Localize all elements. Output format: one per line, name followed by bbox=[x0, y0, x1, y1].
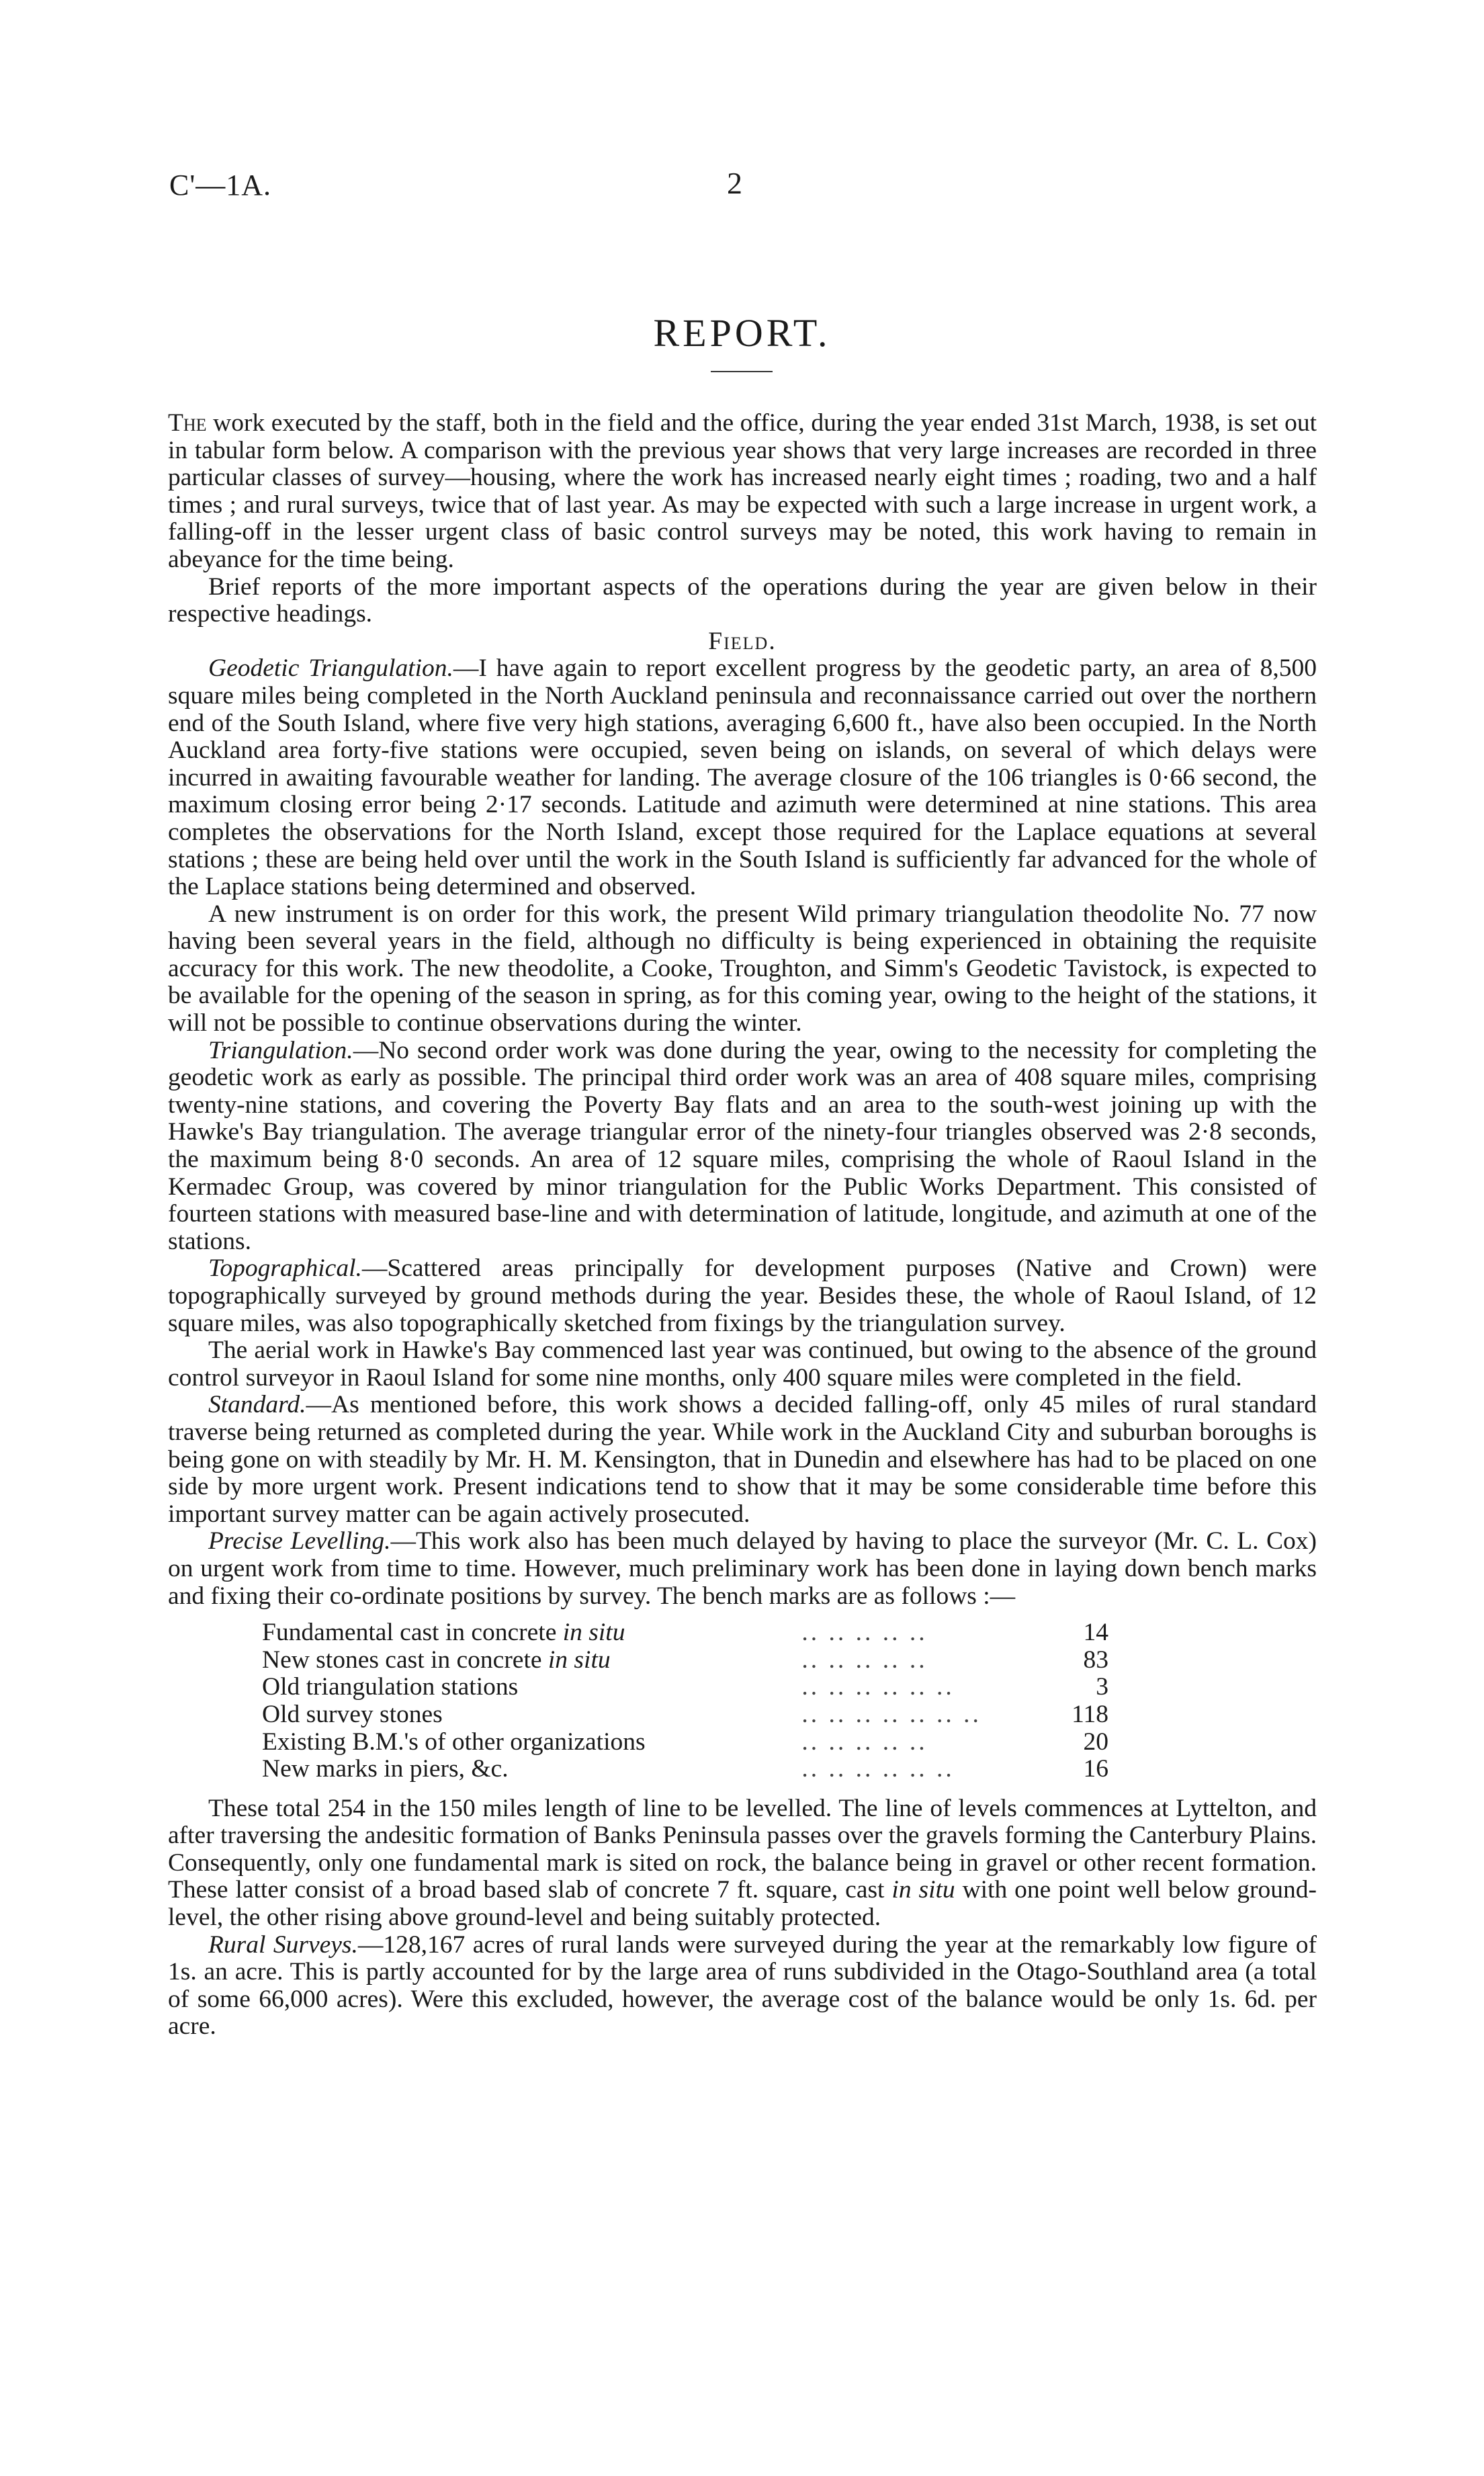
standard-paragraph bbox=[168, 1392, 1317, 1528]
rural-text: —128,167 acres of rural lands were surveyed during the year at the remarkably low figure of 1s. an acre. This is partly accounted for by the large area of runs subdivided in the Otago-Southland area (a total of some 66,000 acres). Were this excluded, however, the average cost of the balance would be only 1s. 6d. per acre. bbox=[168, 1930, 1317, 2041]
table-row bbox=[262, 1674, 1108, 1701]
table-row bbox=[262, 1619, 1108, 1647]
intro-text: work executed by the staff, both in the field and the office, during the year ended 31st March, 1938, is set out in tabular form below. A comparison with the previous year shows that very large increases are recorded in three particular classes of survey—housing, where the work has increased nearly eight times ; roading, two and a half times ; and rural surveys, twice that of last year. As may be expected with such a large increase in urgent work, a falling-off in the lesser urgent class of basic control surveys may be noted, this work having to remain in abeyance for the time being. bbox=[168, 409, 1317, 573]
row-label-italic: in situ bbox=[562, 1619, 625, 1647]
document-reference: C'—1A. bbox=[169, 169, 272, 202]
row-label: New marks in piers, &c. bbox=[262, 1755, 509, 1783]
row-value: 14 bbox=[1083, 1619, 1108, 1647]
geodetic-heading: Geodetic Triangulation. bbox=[208, 654, 453, 683]
leader-dots: .. .. .. .. .. bbox=[801, 1727, 928, 1756]
levelling-heading: Precise Levelling. bbox=[208, 1527, 391, 1555]
standard-heading: Standard. bbox=[208, 1391, 306, 1419]
leader-dots: .. .. .. .. .. .. bbox=[801, 1673, 955, 1701]
table-row bbox=[262, 1701, 1108, 1729]
leader-dots: .. .. .. .. .. .. bbox=[801, 1755, 955, 1783]
topographical-paragraph bbox=[168, 1255, 1317, 1337]
row-value: 83 bbox=[1083, 1646, 1108, 1674]
topographical-text: —Scattered areas principally for development purposes (Native and Crown) were topographically surveyed by ground methods during the year. Besides these, the whole of Raoul Island, of 12 square miles, was also topographically sketched from fixings by the triangulation survey. bbox=[168, 1254, 1317, 1337]
levelling-paragraph-2 bbox=[168, 1795, 1317, 1932]
report-body bbox=[168, 410, 1317, 2041]
row-label: Old survey stones bbox=[262, 1700, 443, 1728]
standard-text: —As mentioned before, this work shows a decided falling-off, only 45 miles of rural standard traverse being returned as completed during the year. While work in the Auckland City and suburban boroughs is being gone on with steadily by Mr. H. M. Kensington, that in Dunedin and elsewhere has had to be placed on one side by more urgent work. Present indications tend to show that it may be some considerable time before this important survey matter can be again actively prosecuted. bbox=[168, 1391, 1317, 1528]
table-row bbox=[262, 1647, 1108, 1674]
leader-dots: .. .. .. .. .. bbox=[801, 1646, 928, 1674]
row-value: 118 bbox=[1072, 1700, 1108, 1728]
row-value: 16 bbox=[1083, 1755, 1108, 1783]
report-title: REPORT. bbox=[653, 311, 831, 355]
row-label: Old triangulation stations bbox=[262, 1673, 519, 1701]
bench-marks-table bbox=[262, 1619, 1108, 1783]
row-label-italic: in situ bbox=[548, 1646, 611, 1674]
levelling-text-b: with one point well below ground-level, the other rising above ground-level and being suitably protected. bbox=[168, 1876, 1317, 1932]
table-row bbox=[262, 1756, 1108, 1783]
title-rule bbox=[711, 371, 773, 372]
topographical-heading: Topographical. bbox=[208, 1254, 362, 1283]
row-value: 3 bbox=[1096, 1673, 1108, 1701]
triangulation-heading: Triangulation. bbox=[208, 1036, 353, 1064]
row-label: Existing B.M.'s of other organizations bbox=[262, 1727, 646, 1756]
intro-paragraph-2: Brief reports of the more important aspects of the operations during the year are given below in their respective headings. bbox=[168, 572, 1317, 628]
leader-dots: .. .. .. .. .. bbox=[801, 1619, 928, 1647]
rural-heading: Rural Surveys. bbox=[208, 1930, 358, 1959]
section-heading-field: Field. bbox=[708, 627, 777, 655]
row-label: Fundamental cast in concrete bbox=[262, 1619, 563, 1647]
page-number: 2 bbox=[727, 166, 742, 200]
geodetic-text: —I have again to report excellent progress by the geodetic party, an area of 8,500 square miles being completed in the North Auckland peninsula and reconnaissance carried out over the northern end of the South Island, where five very high stations, averaging 6,600 ft., have also been occupied. In the North Auckland area forty-five stations were occupied, seven being on islands, on several of which delays were incurred in awaiting favourable weather for landing. The average closure of the 106 triangles is 0·66 second, the maximum closing error being 2·17 seconds. Latitude and azimuth were determined at nine stations. This area completes the observations for the North Island, except those required for the Laplace equations at several stations ; these are being held over until the work in the South Island is sufficiently far advanced for the whole of the Laplace stations being determined and observed. bbox=[168, 654, 1317, 901]
intro-paragraph bbox=[168, 410, 1317, 574]
triangulation-paragraph bbox=[168, 1037, 1317, 1256]
rural-paragraph bbox=[168, 1932, 1317, 2041]
levelling-text-a: These total 254 in the 150 miles length of line to be levelled. The line of levels commences at Lyttelton, and after traversing the andesitic formation of Banks Peninsula passes over the gravels forming the Canterbury Plains. Consequently, only one fundamental mark is sited on rock, the balance being in gravel or other recent formation. These latter consist of a broad based slab of concrete 7 ft. square, cast bbox=[168, 1794, 1317, 1904]
table-row bbox=[262, 1729, 1108, 1756]
leader-dots: .. .. .. .. .. .. .. bbox=[801, 1700, 981, 1728]
intro-lead: The bbox=[168, 409, 207, 437]
levelling-text-italic: in situ bbox=[891, 1876, 955, 1904]
levelling-text: —This work also has been much delayed by having to place the surveyor (Mr. C. L. Cox) on urgent work from time to time. However, much preliminary work has been done in laying down bench marks and fixing their co-ordinate positions by survey. The bench marks are as follows :— bbox=[168, 1527, 1317, 1610]
row-label: New stones cast in concrete bbox=[262, 1646, 548, 1674]
levelling-paragraph bbox=[168, 1528, 1317, 1610]
geodetic-paragraph bbox=[168, 655, 1317, 900]
topographical-paragraph-2: The aerial work in Hawke's Bay commenced last year was continued, but owing to the absence of the ground control surveyor in Raoul Island for some nine months, only 400 square miles were completed in the field. bbox=[168, 1336, 1317, 1392]
triangulation-text: —No second order work was done during the year, owing to the necessity for completing the geodetic work as early as possible. The principal third order work was an area of 408 square miles, comprising twenty-nine stations, and covering the Poverty Bay flats and an area to the south-west joining up with the Hawke's Bay triangulation. The average triangular error of the ninety-four triangles observed was 2·8 seconds, the maximum being 8·0 seconds. An area of 12 square miles, comprising the whole of Raoul Island in the Kermadec Group, was covered by minor triangulation for the Public Works Department. This consisted of fourteen stations with measured base-line and with determination of latitude, longitude, and azimuth at one of the stations. bbox=[168, 1036, 1317, 1255]
geodetic-paragraph-2: A new instrument is on order for this work, the present Wild primary triangulation theodolite No. 77 now having been several years in the field, although no difficulty is being experienced in obtaining the requisite accuracy for this work. The new theodolite, a Cooke, Troughton, and Simm's Geodetic Tavistock, is expected to be available for the opening of the season in spring, as for this coming year, owing to the height of the stations, it will not be possible to continue observations during the winter. bbox=[168, 900, 1317, 1037]
row-value: 20 bbox=[1083, 1727, 1108, 1756]
